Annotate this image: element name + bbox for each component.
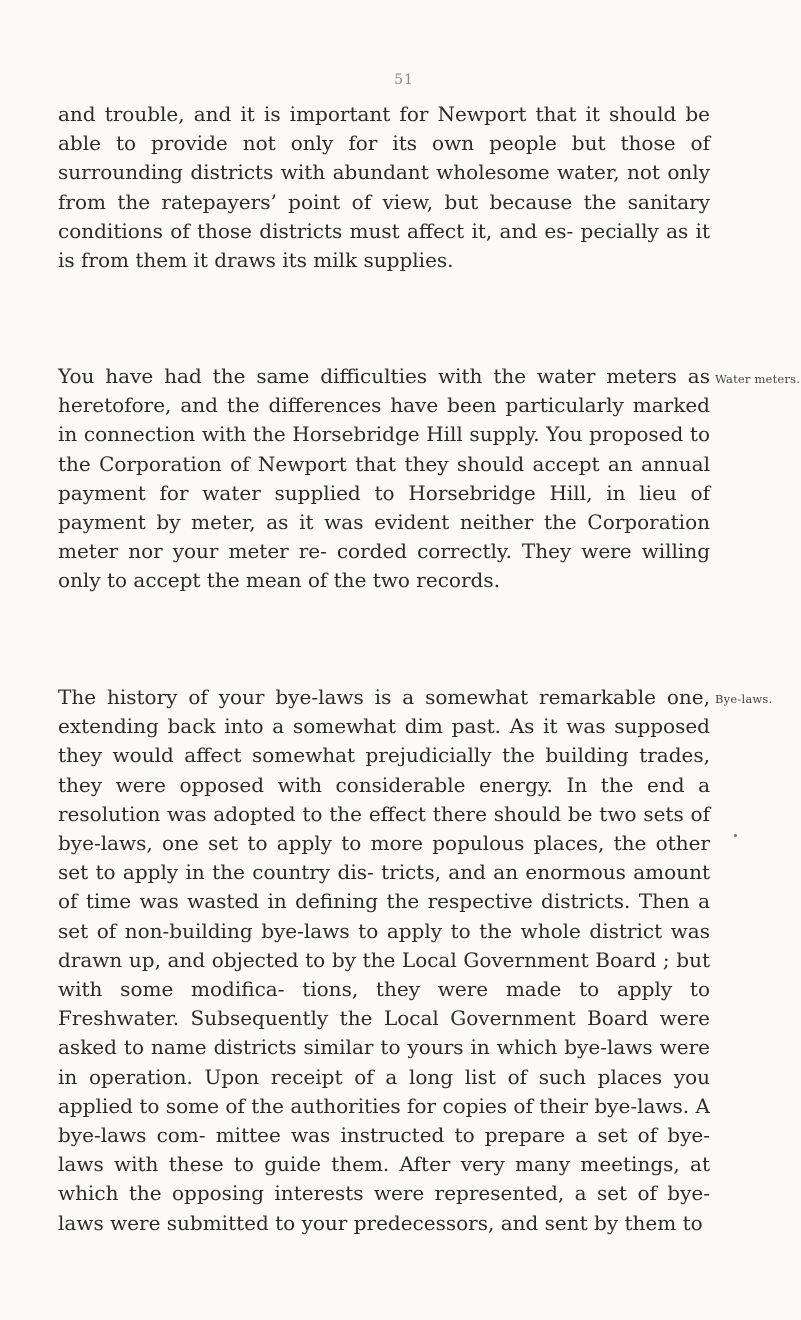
stray-ink-dot (734, 834, 737, 837)
page-number: 51 (394, 72, 414, 88)
paragraph-water-supply: and trouble, and it is important for Newport that it should be able to provide not only for its own people but those of surrounding districts with abundant wholesome water, not only from the ratepayers’ point of view, but because the sanitary conditions of those districts must affect it, and es- pecially as it is from them it draws its milk supplies. (58, 102, 710, 273)
paragraph-bye-laws: The history of your bye-laws is a somewhat remarkable one, extending back into a somewhat dim past. As it was supposed they would affect somewhat prejudicially the building trades, they were opposed with considerable energy. In the end a resolution was adopted to the effect there should be two sets of bye-laws, one set to apply to more populous places, the other set to apply in the country dis- tricts, and an enormous amount of time was wasted in defining the respective districts. Then a set of non-building bye-laws to apply to the whole district was drawn up, and objected to by the Local Government Board ; but with some modifica- tions, they were made to apply to Freshwater. Subsequently the Local Government Board were asked to name districts similar to yours in which bye-laws were in operation. Upon receipt of a long list of such places you applied to some of the authorities for copies of their bye-laws. A bye-laws com- mittee was instructed to prepare a set of bye-laws with these to guide them. After very many meetings, at which the opposing interests were represented, a set of bye-laws were submitted to your predecessors, and sent by them to (58, 685, 710, 1235)
paragraph-water-meters: You have had the same difficulties with the water meters as heretofore, and the differences have been particularly marked in connection with the Horsebridge Hill supply. You proposed to the Corporation of Newport that they should accept an annual payment for water supplied to Horsebridge Hill, in lieu of payment by meter, as it was evident neither the Corporation meter nor your meter re- corded correctly. They were willing only to accept the mean of the two records. (58, 364, 710, 593)
margin-note-water-meters: Water meters. (715, 372, 801, 386)
margin-note-bye-laws: Bye-laws. (715, 692, 773, 706)
